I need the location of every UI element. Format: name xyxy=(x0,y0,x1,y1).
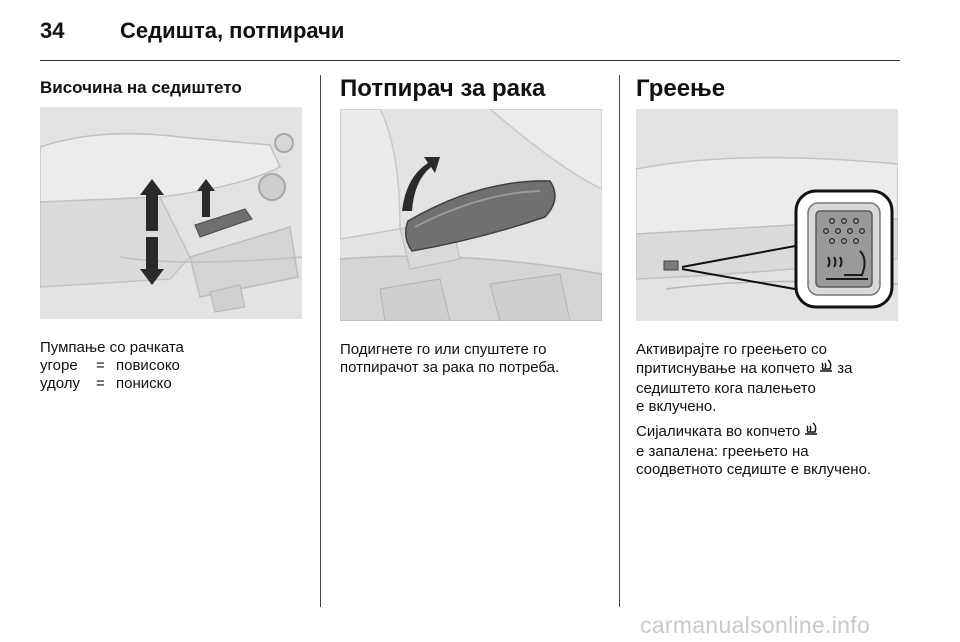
heating-text-2 xyxy=(636,422,906,479)
heating-text-line: за xyxy=(837,360,853,377)
heating-text-line: е вклучено. xyxy=(636,398,717,415)
column-divider xyxy=(320,75,321,607)
seat-heating-illustration xyxy=(636,109,898,321)
heating-text-line: притиснување на копчето xyxy=(636,360,815,377)
page-title: Седишта, потпирачи xyxy=(120,18,345,43)
row-value: пониско xyxy=(116,375,172,392)
heating-text-line: соодветното седиште е вклучено. xyxy=(636,461,872,478)
row-key: угоре xyxy=(40,357,78,374)
armrest-text-line: потпирачот за рака по потреба. xyxy=(340,359,560,376)
table-row xyxy=(40,357,180,375)
heating-heading: Греење xyxy=(636,75,726,102)
row-key: удолу xyxy=(40,375,81,392)
armrest-section xyxy=(340,75,602,377)
row-equals: = xyxy=(96,375,105,392)
seat-height-section xyxy=(40,75,302,393)
heating-text-1 xyxy=(636,341,906,416)
seat-height-heading: Височина на седиштето xyxy=(40,78,242,97)
column-divider xyxy=(619,75,620,607)
heating-text-line: седиштето кога палењето xyxy=(636,380,816,397)
armrest-text-line: Подигнете го или спуштете го xyxy=(340,341,547,358)
row-equals: = xyxy=(96,357,105,374)
watermark: carmanualsonline.info xyxy=(640,612,871,638)
heating-text-line: е запалена: греењето на xyxy=(636,443,809,460)
page-header xyxy=(40,14,900,61)
page-number: 34 xyxy=(40,18,65,43)
seat-height-caption: Пумпање со рачката xyxy=(40,339,184,356)
armrest-heading: Потпирач за рака xyxy=(340,75,546,102)
armrest-illustration xyxy=(340,109,602,321)
heating-section xyxy=(636,75,906,479)
seat-heating-icon xyxy=(819,359,833,380)
armrest-text xyxy=(340,341,602,377)
heating-text-line: Сијаличката во копчето xyxy=(636,423,801,440)
heating-text-line: Активирајте го греењето со xyxy=(636,341,827,358)
table-row xyxy=(40,375,180,393)
row-value: повисоко xyxy=(116,357,180,374)
seat-heating-icon xyxy=(804,422,818,443)
seat-height-table xyxy=(40,357,180,393)
seat-height-illustration xyxy=(40,107,302,319)
